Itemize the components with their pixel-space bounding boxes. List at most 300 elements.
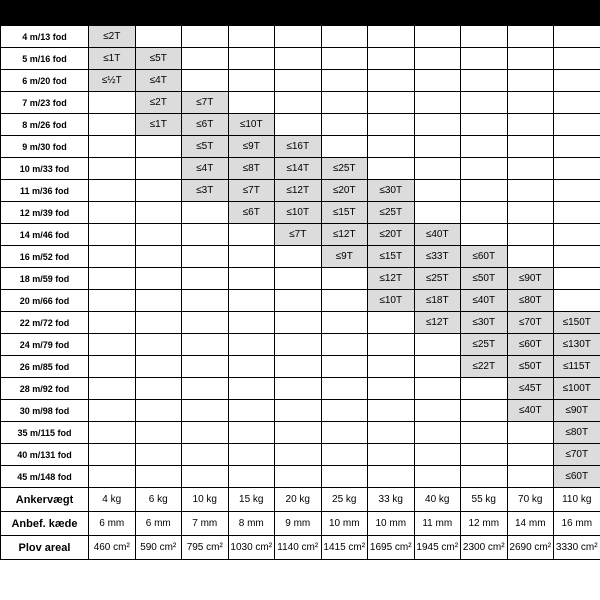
empty-cell <box>228 290 275 312</box>
column-header-10: 10 <box>182 1 229 26</box>
row-label: 8 m/26 fod <box>1 114 89 136</box>
capacity-cell: ≤14T <box>275 158 322 180</box>
empty-cell <box>321 70 368 92</box>
empty-cell <box>414 356 461 378</box>
capacity-cell: ≤1T <box>89 48 136 70</box>
empty-cell <box>507 48 554 70</box>
empty-cell <box>414 202 461 224</box>
column-header-70: 70 <box>507 1 554 26</box>
empty-cell <box>414 466 461 488</box>
empty-cell <box>368 422 415 444</box>
table-row <box>1 290 600 312</box>
table-row <box>1 356 600 378</box>
capacity-cell: ≤16T <box>275 136 322 158</box>
empty-cell <box>135 26 182 48</box>
empty-cell <box>135 422 182 444</box>
capacity-cell: ≤9T <box>321 246 368 268</box>
row-label: 10 m/33 fod <box>1 158 89 180</box>
empty-cell <box>414 92 461 114</box>
table-row <box>1 202 600 224</box>
table-row <box>1 466 600 488</box>
empty-cell <box>275 466 322 488</box>
summary-value: 33 kg <box>368 488 415 512</box>
table-row <box>1 26 600 48</box>
empty-cell <box>228 312 275 334</box>
empty-cell <box>228 224 275 246</box>
row-label: 14 m/46 fod <box>1 224 89 246</box>
summary-value: 25 kg <box>321 488 368 512</box>
empty-cell <box>321 422 368 444</box>
empty-cell <box>321 356 368 378</box>
corner-label-line1: Rocnamodel <box>6 1 67 12</box>
capacity-cell: ≤7T <box>182 92 229 114</box>
row-label: 26 m/85 fod <box>1 356 89 378</box>
empty-cell <box>414 158 461 180</box>
capacity-cell: ≤7T <box>228 180 275 202</box>
summary-value: 9 mm <box>275 512 322 536</box>
summary-value: 6 mm <box>89 512 136 536</box>
capacity-cell: ≤90T <box>554 400 600 422</box>
empty-cell <box>89 224 136 246</box>
row-label: 20 m/66 fod <box>1 290 89 312</box>
summary-value: 6 kg <box>135 488 182 512</box>
capacity-cell: ≤40T <box>414 224 461 246</box>
table-row <box>1 400 600 422</box>
empty-cell <box>182 444 229 466</box>
capacity-cell: ≤50T <box>461 268 508 290</box>
empty-cell <box>368 400 415 422</box>
summary-value: 40 kg <box>414 488 461 512</box>
capacity-cell: ≤2T <box>89 26 136 48</box>
row-label: 30 m/98 fod <box>1 400 89 422</box>
empty-cell <box>135 466 182 488</box>
empty-cell <box>461 202 508 224</box>
empty-cell <box>321 290 368 312</box>
empty-cell <box>89 180 136 202</box>
empty-cell <box>135 444 182 466</box>
empty-cell <box>554 26 600 48</box>
table-row <box>1 444 600 466</box>
table-body <box>1 26 600 560</box>
capacity-cell: ≤7T <box>275 224 322 246</box>
empty-cell <box>275 26 322 48</box>
empty-cell <box>275 378 322 400</box>
capacity-cell: ≤25T <box>461 334 508 356</box>
empty-cell <box>321 466 368 488</box>
capacity-cell: ≤8T <box>228 158 275 180</box>
capacity-cell: ≤6T <box>182 114 229 136</box>
table-row <box>1 70 600 92</box>
empty-cell <box>275 92 322 114</box>
capacity-cell: ≤25T <box>321 158 368 180</box>
empty-cell <box>275 290 322 312</box>
empty-cell <box>321 444 368 466</box>
table-corner-label <box>1 1 89 26</box>
capacity-cell: ≤150T <box>554 312 600 334</box>
empty-cell <box>414 136 461 158</box>
empty-cell <box>414 400 461 422</box>
empty-cell <box>228 48 275 70</box>
empty-cell <box>554 70 600 92</box>
empty-cell <box>228 26 275 48</box>
capacity-cell: ≤10T <box>368 290 415 312</box>
capacity-cell: ≤45T <box>507 378 554 400</box>
empty-cell <box>275 400 322 422</box>
summary-value: 1140 cm² <box>275 536 322 560</box>
summary-value: 110 kg <box>554 488 600 512</box>
column-header-40: 40 <box>414 1 461 26</box>
capacity-cell: ≤15T <box>321 202 368 224</box>
summary-value: 795 cm² <box>182 536 229 560</box>
capacity-cell: ≤60T <box>461 246 508 268</box>
capacity-cell: ≤25T <box>414 268 461 290</box>
capacity-cell: ≤10T <box>275 202 322 224</box>
empty-cell <box>554 48 600 70</box>
empty-cell <box>368 312 415 334</box>
capacity-cell: ≤30T <box>368 180 415 202</box>
empty-cell <box>135 224 182 246</box>
capacity-cell: ≤4T <box>182 158 229 180</box>
capacity-cell: ≤6T <box>228 202 275 224</box>
empty-cell <box>507 224 554 246</box>
summary-value: 7 mm <box>182 512 229 536</box>
summary-value: 590 cm² <box>135 536 182 560</box>
empty-cell <box>228 466 275 488</box>
empty-cell <box>507 202 554 224</box>
capacity-cell: ≤60T <box>507 334 554 356</box>
capacity-cell: ≤12T <box>368 268 415 290</box>
empty-cell <box>182 356 229 378</box>
empty-cell <box>461 224 508 246</box>
empty-cell <box>89 136 136 158</box>
summary-value: 4 kg <box>89 488 136 512</box>
table-row <box>1 312 600 334</box>
empty-cell <box>507 92 554 114</box>
empty-cell <box>554 224 600 246</box>
empty-cell <box>228 70 275 92</box>
empty-cell <box>507 246 554 268</box>
summary-row-label: Plov areal <box>1 536 89 560</box>
empty-cell <box>135 378 182 400</box>
empty-cell <box>135 312 182 334</box>
empty-cell <box>89 422 136 444</box>
empty-cell <box>89 290 136 312</box>
summary-value: 2300 cm² <box>461 536 508 560</box>
capacity-cell: ≤90T <box>507 268 554 290</box>
empty-cell <box>321 268 368 290</box>
summary-value: 1945 cm² <box>414 536 461 560</box>
empty-cell <box>89 312 136 334</box>
summary-value: 1030 cm² <box>228 536 275 560</box>
capacity-cell: ≤15T <box>368 246 415 268</box>
empty-cell <box>182 312 229 334</box>
empty-cell <box>135 290 182 312</box>
empty-cell <box>321 92 368 114</box>
empty-cell <box>275 334 322 356</box>
empty-cell <box>554 202 600 224</box>
empty-cell <box>368 158 415 180</box>
row-label: 40 m/131 fod <box>1 444 89 466</box>
summary-row <box>1 512 600 536</box>
empty-cell <box>182 70 229 92</box>
empty-cell <box>368 92 415 114</box>
empty-cell <box>368 26 415 48</box>
empty-cell <box>275 114 322 136</box>
empty-cell <box>89 400 136 422</box>
capacity-cell: ≤5T <box>182 136 229 158</box>
capacity-cell: ≤5T <box>135 48 182 70</box>
empty-cell <box>182 246 229 268</box>
empty-cell <box>368 70 415 92</box>
empty-cell <box>321 312 368 334</box>
capacity-cell: ≤1T <box>135 114 182 136</box>
column-header-110: 110 <box>554 1 600 26</box>
empty-cell <box>228 444 275 466</box>
empty-cell <box>321 334 368 356</box>
empty-cell <box>182 334 229 356</box>
empty-cell <box>182 224 229 246</box>
capacity-cell: ≤2T <box>135 92 182 114</box>
column-header-6: 6 <box>135 1 182 26</box>
empty-cell <box>414 378 461 400</box>
summary-value: 10 mm <box>321 512 368 536</box>
capacity-cell: ≤3T <box>182 180 229 202</box>
empty-cell <box>554 158 600 180</box>
capacity-cell: ≤50T <box>507 356 554 378</box>
empty-cell <box>89 268 136 290</box>
empty-cell <box>414 180 461 202</box>
empty-cell <box>275 48 322 70</box>
empty-cell <box>182 48 229 70</box>
capacity-cell: ≤40T <box>507 400 554 422</box>
empty-cell <box>89 114 136 136</box>
row-label: 11 m/36 fod <box>1 180 89 202</box>
empty-cell <box>89 158 136 180</box>
empty-cell <box>89 444 136 466</box>
capacity-cell: ≤40T <box>461 290 508 312</box>
table-row <box>1 268 600 290</box>
column-header-15: 15 <box>228 1 275 26</box>
capacity-cell: ≤22T <box>461 356 508 378</box>
empty-cell <box>321 136 368 158</box>
empty-cell <box>414 26 461 48</box>
capacity-cell: ≤115T <box>554 356 600 378</box>
empty-cell <box>228 356 275 378</box>
column-header-55: 55 <box>461 1 508 26</box>
empty-cell <box>321 378 368 400</box>
empty-cell <box>368 356 415 378</box>
empty-cell <box>275 246 322 268</box>
empty-cell <box>228 422 275 444</box>
table-row <box>1 48 600 70</box>
empty-cell <box>554 246 600 268</box>
empty-cell <box>89 202 136 224</box>
table-row <box>1 114 600 136</box>
empty-cell <box>275 422 322 444</box>
empty-cell <box>461 378 508 400</box>
empty-cell <box>182 400 229 422</box>
empty-cell <box>554 268 600 290</box>
empty-cell <box>368 466 415 488</box>
table-row <box>1 422 600 444</box>
summary-value: 20 kg <box>275 488 322 512</box>
empty-cell <box>507 136 554 158</box>
empty-cell <box>182 202 229 224</box>
empty-cell <box>321 400 368 422</box>
empty-cell <box>135 246 182 268</box>
row-label: 12 m/39 fod <box>1 202 89 224</box>
empty-cell <box>554 136 600 158</box>
empty-cell <box>182 378 229 400</box>
row-label: 9 m/30 fod <box>1 136 89 158</box>
summary-value: 10 kg <box>182 488 229 512</box>
empty-cell <box>135 158 182 180</box>
empty-cell <box>182 26 229 48</box>
capacity-cell: ≤18T <box>414 290 461 312</box>
empty-cell <box>461 422 508 444</box>
summary-value: 2690 cm² <box>507 536 554 560</box>
empty-cell <box>414 422 461 444</box>
empty-cell <box>321 114 368 136</box>
capacity-cell: ≤9T <box>228 136 275 158</box>
row-label: 28 m/92 fod <box>1 378 89 400</box>
empty-cell <box>182 422 229 444</box>
empty-cell <box>182 290 229 312</box>
row-label: 22 m/72 fod <box>1 312 89 334</box>
empty-cell <box>507 180 554 202</box>
table-row <box>1 246 600 268</box>
empty-cell <box>135 180 182 202</box>
table-row <box>1 224 600 246</box>
empty-cell <box>89 92 136 114</box>
column-header-33: 33 <box>368 1 415 26</box>
empty-cell <box>461 114 508 136</box>
empty-cell <box>554 290 600 312</box>
capacity-cell: ≤80T <box>554 422 600 444</box>
row-label: 5 m/16 fod <box>1 48 89 70</box>
empty-cell <box>368 378 415 400</box>
empty-cell <box>228 334 275 356</box>
empty-cell <box>89 246 136 268</box>
capacity-cell: ≤12T <box>414 312 461 334</box>
empty-cell <box>182 268 229 290</box>
empty-cell <box>275 70 322 92</box>
row-label: 6 m/20 fod <box>1 70 89 92</box>
empty-cell <box>228 268 275 290</box>
empty-cell <box>414 48 461 70</box>
empty-cell <box>275 312 322 334</box>
empty-cell <box>275 356 322 378</box>
table-header <box>1 1 600 26</box>
header-row <box>1 1 600 26</box>
row-label: 4 m/13 fod <box>1 26 89 48</box>
empty-cell <box>461 400 508 422</box>
summary-value: 70 kg <box>507 488 554 512</box>
empty-cell <box>135 400 182 422</box>
empty-cell <box>414 70 461 92</box>
empty-cell <box>414 114 461 136</box>
corner-label-line2: Bådstr. <box>6 13 40 24</box>
capacity-cell: ≤60T <box>554 466 600 488</box>
empty-cell <box>507 444 554 466</box>
capacity-cell: ≤20T <box>368 224 415 246</box>
capacity-cell: ≤80T <box>507 290 554 312</box>
row-label: 45 m/148 fod <box>1 466 89 488</box>
empty-cell <box>507 114 554 136</box>
empty-cell <box>461 70 508 92</box>
empty-cell <box>554 180 600 202</box>
empty-cell <box>507 422 554 444</box>
summary-value: 16 mm <box>554 512 600 536</box>
capacity-cell: ≤10T <box>228 114 275 136</box>
empty-cell <box>275 444 322 466</box>
table-row <box>1 180 600 202</box>
empty-cell <box>228 92 275 114</box>
empty-cell <box>135 136 182 158</box>
table-row <box>1 334 600 356</box>
summary-value: 460 cm² <box>89 536 136 560</box>
empty-cell <box>461 158 508 180</box>
empty-cell <box>135 356 182 378</box>
empty-cell <box>461 180 508 202</box>
empty-cell <box>228 400 275 422</box>
empty-cell <box>461 92 508 114</box>
empty-cell <box>228 246 275 268</box>
table-row <box>1 378 600 400</box>
empty-cell <box>461 444 508 466</box>
summary-value: 3330 cm² <box>554 536 600 560</box>
capacity-cell: ≤30T <box>461 312 508 334</box>
capacity-cell: ≤100T <box>554 378 600 400</box>
table-row <box>1 92 600 114</box>
empty-cell <box>89 334 136 356</box>
empty-cell <box>554 92 600 114</box>
empty-cell <box>461 48 508 70</box>
table-row <box>1 158 600 180</box>
empty-cell <box>89 356 136 378</box>
summary-value: 15 kg <box>228 488 275 512</box>
empty-cell <box>507 70 554 92</box>
empty-cell <box>507 466 554 488</box>
column-header-4: 4 <box>89 1 136 26</box>
capacity-cell: ≤12T <box>275 180 322 202</box>
summary-value: 6 mm <box>135 512 182 536</box>
empty-cell <box>275 268 322 290</box>
summary-value: 14 mm <box>507 512 554 536</box>
empty-cell <box>507 26 554 48</box>
empty-cell <box>368 444 415 466</box>
empty-cell <box>414 334 461 356</box>
row-label: 35 m/115 fod <box>1 422 89 444</box>
empty-cell <box>182 466 229 488</box>
empty-cell <box>461 136 508 158</box>
summary-value: 12 mm <box>461 512 508 536</box>
empty-cell <box>135 202 182 224</box>
empty-cell <box>368 136 415 158</box>
capacity-cell: ≤70T <box>507 312 554 334</box>
empty-cell <box>368 114 415 136</box>
capacity-cell: ≤33T <box>414 246 461 268</box>
summary-row-label: Ankervægt <box>1 488 89 512</box>
column-header-25: 25 <box>321 1 368 26</box>
row-label: 7 m/23 fod <box>1 92 89 114</box>
summary-value: 1415 cm² <box>321 536 368 560</box>
empty-cell <box>368 48 415 70</box>
table-row <box>1 136 600 158</box>
empty-cell <box>89 466 136 488</box>
empty-cell <box>461 26 508 48</box>
capacity-cell: ≤25T <box>368 202 415 224</box>
